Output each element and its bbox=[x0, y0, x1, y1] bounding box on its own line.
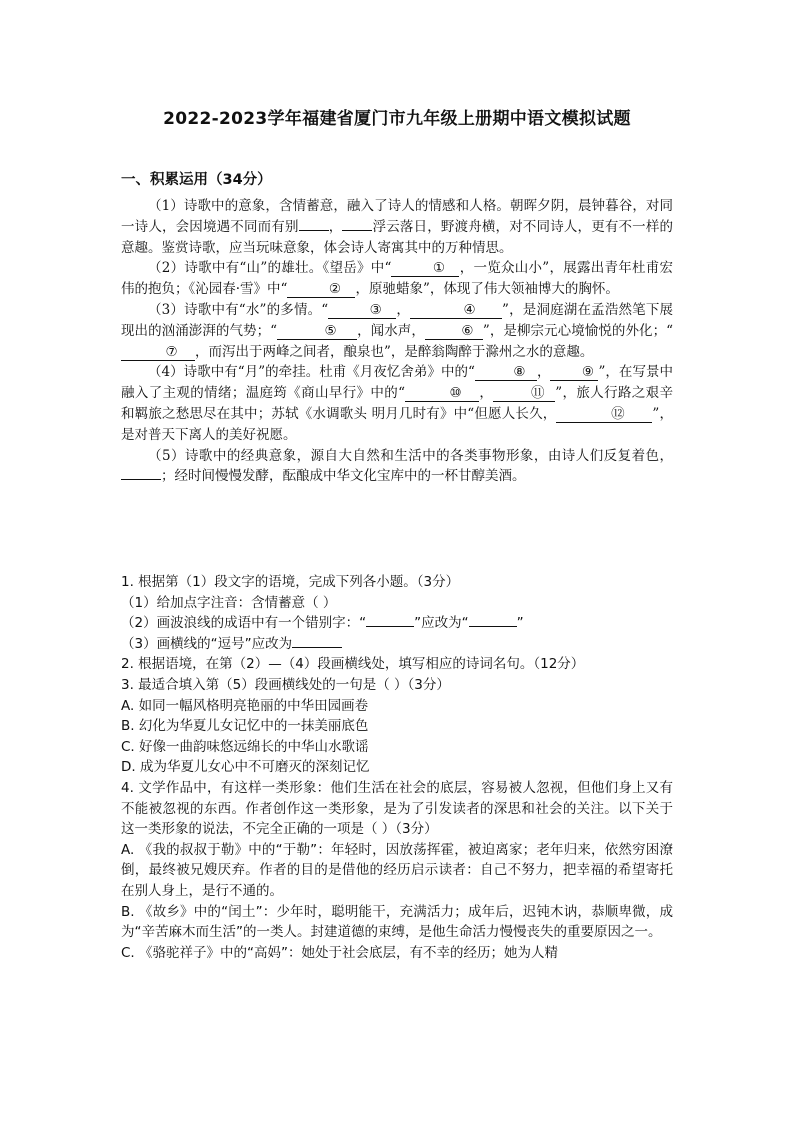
blank-11[interactable]: ⑪ bbox=[493, 385, 555, 402]
paragraph-2 bbox=[121, 258, 673, 300]
paragraph-text: ”，是对普天下离人的美好祝愿。 bbox=[121, 405, 673, 443]
question-2: 2. 根据语境，在第（2）—（4）段画横线处，填写相应的诗词名句。（12分） bbox=[121, 656, 585, 673]
option-a[interactable]: A. 如同一幅风格明亮艳丽的中华田园画卷 bbox=[121, 697, 369, 714]
option-b[interactable]: B. 幻化为华夏儿女记忆中的一抹美丽底色 bbox=[121, 718, 369, 735]
blank[interactable] bbox=[121, 479, 161, 480]
paragraph-text: （4）诗歌中有“月”的牵挂。杜甫《月夜忆舍弟》中的“ bbox=[148, 364, 475, 381]
question-3-stem: 3. 最适合填入第（5）段画横线处的一句是（ ）（3分） bbox=[121, 676, 450, 693]
blank-2[interactable]: ② bbox=[287, 281, 355, 298]
question-4-stem: 4. 文学作品中，有这样一类形象：他们生活在社会的底层，容易被人忽视，但他们身上又有不能被忽视的东西。作者创作这一类形象，是为了引发读者的深思和社会的关注。以下关于这一类形象的说法，不完全正确的一项是（ ）（3分） bbox=[121, 779, 673, 838]
paragraph-3 bbox=[121, 300, 673, 362]
option-d[interactable]: D. 成为华夏儿女心中不可磨灭的深刻记忆 bbox=[121, 759, 370, 776]
option-b[interactable]: B. 《故乡》中的“闰土”：少年时，聪明能干，充满活力；成年后，迟钝木讷，恭顺卑微，成为“辛苦麻木而生活”的一类人。封建道德的束缚，是他生命活力慢慢丧失的重要原因之一。 bbox=[121, 903, 673, 941]
blank-6[interactable]: ⑥ bbox=[425, 323, 483, 340]
blank-7[interactable]: ⑦ bbox=[121, 344, 195, 361]
blank[interactable] bbox=[342, 230, 372, 231]
paragraph-text: ”，是洞庭湖在孟浩然笔下展现出的汹涌澎湃的气势；“ bbox=[121, 301, 674, 339]
paragraph-text: ， bbox=[328, 218, 343, 235]
paragraph-text: ， bbox=[536, 364, 551, 381]
paragraph-text: ，原驰蜡象”，体现了伟大领袖博大的胸怀。 bbox=[355, 281, 619, 298]
paragraph-text: ，一览众山小”，展露出青年杜甫宏伟的抱负；《沁园春·雪》中“ bbox=[121, 260, 674, 298]
paragraph-text: （5）诗歌中的经典意象，源自大自然和生活中的各类事物形象，由诗人们反复着色， bbox=[148, 447, 673, 464]
answer-blank[interactable] bbox=[292, 647, 342, 648]
question-1-sub-3 bbox=[121, 634, 673, 655]
paragraph-1 bbox=[121, 196, 673, 258]
paragraph-text: （2）诗歌中有“山”的雄壮。《望岳》中“ bbox=[148, 260, 392, 277]
paragraph-text: ，闻水声， bbox=[357, 322, 425, 339]
answer-blank[interactable] bbox=[469, 626, 517, 627]
paragraph-text: ”，是柳宗元心境愉悦的外化；“ bbox=[482, 322, 673, 339]
question-1-stem: 1. 根据第（1）段文字的语境，完成下列各小题。（3分） bbox=[121, 574, 460, 590]
answer-blank[interactable] bbox=[366, 626, 414, 627]
blank-9[interactable]: ⑨ bbox=[550, 364, 598, 381]
paragraph-text: ；经时间慢慢发酵，酝酿成中华文化宝库中的一杯甘醇美酒。 bbox=[161, 468, 526, 485]
paragraph-text: （3）诗歌中有“水”的多情。“ bbox=[148, 301, 329, 318]
question-text: ”应改为“ bbox=[414, 615, 469, 632]
question-1-sub-1: （1）给加点字注音：含情蓄意（ ） bbox=[121, 594, 337, 611]
questions bbox=[121, 572, 673, 963]
paragraph-text: ，而泻出于两峰之间者，酿泉也”，是醉翁陶醉于滁州之水的意趣。 bbox=[195, 343, 594, 360]
paragraph-text: （1）诗歌中的意象，含情蓄意，融入了诗人的情感和人格。朝晖夕阴，晨钟暮谷，对同一诗人，会因境遇不同而有别 bbox=[121, 198, 673, 235]
question-text: （3）画横线的“逗号”应改为 bbox=[121, 635, 293, 652]
blank-4[interactable]: ④ bbox=[410, 302, 502, 319]
blank-10[interactable]: ⑩ bbox=[405, 385, 479, 402]
paragraph-text: ”，在写景中融入了主观的情绪；温庭筠《商山早行》中的“ bbox=[121, 364, 674, 402]
blank-3[interactable]: ③ bbox=[328, 302, 396, 319]
paragraph-4 bbox=[121, 362, 673, 445]
question-text: （2）画波浪线的成语中有一个错别字：“ bbox=[121, 615, 367, 632]
blank-8[interactable]: ⑧ bbox=[475, 364, 537, 381]
reading-passage bbox=[121, 196, 673, 487]
blank[interactable] bbox=[299, 230, 329, 231]
blank-1[interactable]: ① bbox=[391, 260, 459, 277]
page-title: 2022-2023学年福建省厦门市九年级上册期中语文模拟试题 bbox=[163, 109, 631, 129]
question-1-sub-2 bbox=[121, 613, 673, 634]
option-a[interactable]: A. 《我的叔叔于勒》中的“于勒”：年轻时，因放荡挥霍，被迫离家；老年归来，依然穷困潦倒，最终被兄嫂厌弃。作者的目的是借他的经历启示读者：自己不努力，把幸福的希望寄托在别人身上，是行不通的。 bbox=[121, 841, 673, 899]
blank-5[interactable]: ⑤ bbox=[277, 323, 357, 340]
paragraph-5 bbox=[121, 446, 673, 488]
paragraph-text: ， bbox=[396, 301, 411, 318]
paragraph-text: ， bbox=[479, 385, 494, 402]
paragraph-text: 浮云落日，野渡舟横，对不同诗人，更有不一样的意趣。鉴赏诗歌，应当玩味意象，体会诗人寄寓其中的万种情思。 bbox=[121, 218, 674, 256]
option-c[interactable]: C. 好像一曲韵味悠远绵长的中华山水歌谣 bbox=[121, 738, 369, 755]
question-text: ” bbox=[516, 615, 524, 632]
blank-12[interactable]: ⑫ bbox=[556, 406, 652, 423]
option-c[interactable]: C. 《骆驼祥子》中的“高妈”：她处于社会底层，有不幸的经历；她为人精 bbox=[121, 944, 558, 961]
paragraph-text: ”，旅人行路之艰辛和羁旅之愁思尽在其中；苏轼《水调歌头 明月几时有》中“但愿人长久， bbox=[121, 385, 674, 422]
section-heading: 一、积累运用（34分） bbox=[121, 172, 272, 188]
